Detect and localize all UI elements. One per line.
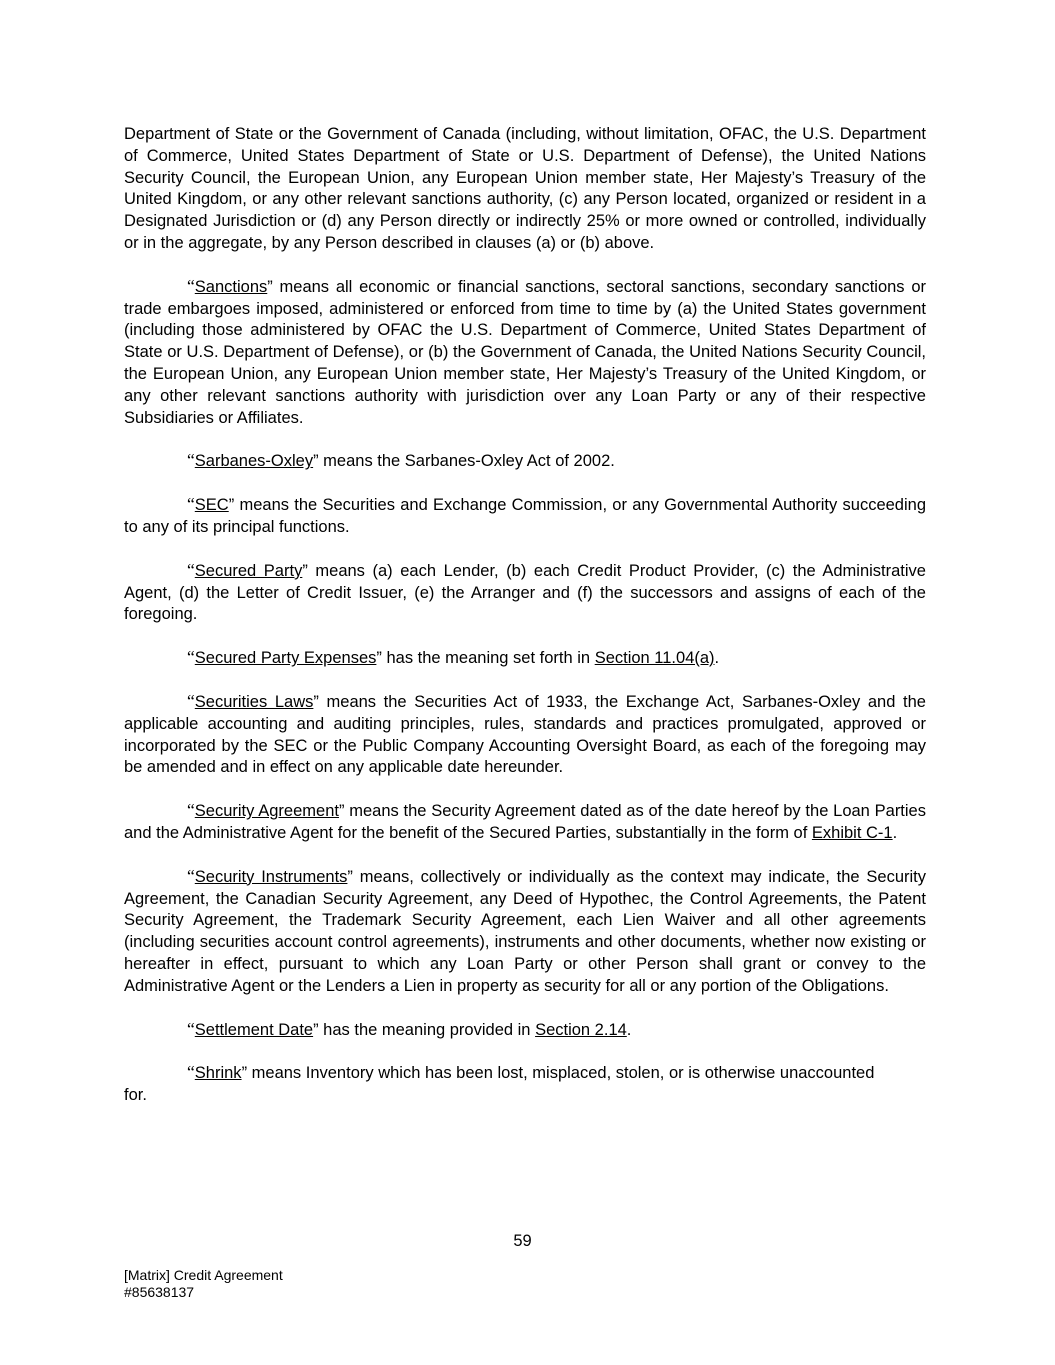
definition-end: . — [892, 823, 898, 842]
definition-text: ” means, collectively or individually as the context may indicate, the Security Agreement, the Canadian Security Agreement, any Deed of Hypothec, the Control Agreements, the Patent Security Agreement, the Trademark Security Agreement, each Lien Waiver and all other agreements (including securities account control agreements), instruments and other documents, whether now existing or hereafter in effect, pursuant to which any Loan Party or other Person shall grant or convey to the Administrative Agent or the Lenders a Lien in property as security for all or any portion of the Obligations. — [124, 867, 927, 995]
page-number: 59 — [513, 1232, 532, 1250]
definition-text: ” means the Securities and Exchange Commission, or any Governmental Authority succeeding to any of its principal functions. — [124, 496, 926, 536]
open-quote: “ — [187, 559, 195, 580]
defined-term: Security Instruments — [194, 867, 348, 886]
definition-secured-party-expenses — [124, 647, 926, 670]
definition-secured-party — [124, 560, 926, 626]
definition-shrink — [124, 1062, 926, 1107]
open-quote: “ — [187, 1018, 195, 1039]
defined-term: Security Agreement — [194, 802, 339, 821]
defined-term: Secured Party Expenses — [194, 649, 377, 668]
section-reference: Section 2.14 — [535, 1020, 627, 1039]
definition-text: ” means (a) each Lender, (b) each Credit Product Provider, (c) the Administrative Agent, (d) the Letter of Credit Issuer, (e) the Arranger and (f) the successors and assigns of each of the foregoing. — [124, 561, 926, 624]
definition-text: ” means Inventory which has been lost, misplaced, stolen, or is otherwise unaccounted — [241, 1064, 875, 1083]
definition-sanctions — [124, 276, 926, 430]
defined-term: Secured Party — [194, 561, 303, 580]
definition-end: . — [714, 649, 720, 668]
footer-doc-id: #85638137 — [124, 1284, 195, 1300]
open-quote: “ — [187, 690, 195, 711]
definition-end: . — [626, 1020, 632, 1039]
open-quote: “ — [187, 494, 195, 515]
definition-sec — [124, 494, 926, 539]
definition-settlement-date — [124, 1019, 926, 1042]
definition-text: ” has the meaning set forth in — [376, 649, 595, 668]
defined-term: Securities Laws — [194, 692, 314, 711]
definition-security-instruments — [124, 866, 926, 998]
definition-text: ” has the meaning provided in — [313, 1020, 536, 1039]
defined-term: SEC — [194, 496, 229, 515]
defined-term: Settlement Date — [194, 1020, 314, 1039]
definition-tail: for. — [124, 1086, 147, 1105]
exhibit-reference: Exhibit C-1 — [811, 823, 893, 842]
definition-text: ” means the Sarbanes-Oxley Act of 2002. — [313, 452, 615, 471]
footer — [124, 1267, 283, 1301]
document-body — [124, 124, 926, 1128]
section-reference: Section 11.04(a) — [594, 649, 715, 668]
definition-text: ” means the Securities Act of 1933, the Exchange Act, Sarbanes-Oxley and the applicable accounting and auditing principles, rules, standards and practices promulgated, approved or incorporated by the SEC or the Public Company Accounting Oversight Board, as each of the foregoing may be amended and in effect on any applicable date hereunder. — [124, 692, 926, 777]
definition-securities-laws — [124, 691, 926, 779]
open-quote: “ — [187, 275, 195, 296]
open-quote: “ — [187, 865, 195, 886]
definition-text: ” means the Security Agreement dated as of the date hereof by the Loan Parties and the Administrative Agent for the benefit of the Secured Parties, substantially in the form of — [124, 802, 926, 842]
open-quote: “ — [187, 450, 195, 471]
defined-term: Sarbanes-Oxley — [194, 452, 314, 471]
footer-title: [Matrix] Credit Agreement — [124, 1267, 283, 1283]
definition-text: ” means all economic or financial sanctions, sectoral sanctions, secondary sanctions or trade embargoes imposed, administered or enforced from time to time by (a) the United States government (including those administered by OFAC the U.S. Department of Commerce, United States Department of State or U.S. Department of Defense), or (b) the Government of Canada, the United Nations Security Council, the European Union, any European Union member state, Her Majesty’s Treasury of the United Kingdom, or any other relevant sanctions authority with jurisdiction over any Loan Party or any of their respective Subsidiaries or Affiliates. — [124, 277, 926, 427]
definition-sarbanes-oxley — [124, 450, 926, 473]
defined-term: Shrink — [194, 1064, 242, 1083]
open-quote: “ — [187, 1062, 195, 1083]
paragraph-continuation: Department of State or the Government of Canada (including, without limitation, OFAC, the U.S. Department of Commerce, United States Department of State or U.S. Department of Defense), the United Nations Security Council, the European Union, any European Union member state, Her Majesty’s Treasury of the United Kingdom, or any other relevant sanctions authority, (c) any Person located, organized or resident in a Designated Jurisdiction or (d) any Person directly or indirectly 25% or more owned or controlled, individually or in the aggregate, by any Person described in clauses (a) or (b) above. — [124, 125, 926, 252]
definition-security-agreement — [124, 800, 926, 845]
open-quote: “ — [187, 800, 195, 821]
defined-term: Sanctions — [194, 277, 268, 296]
open-quote: “ — [187, 647, 195, 668]
